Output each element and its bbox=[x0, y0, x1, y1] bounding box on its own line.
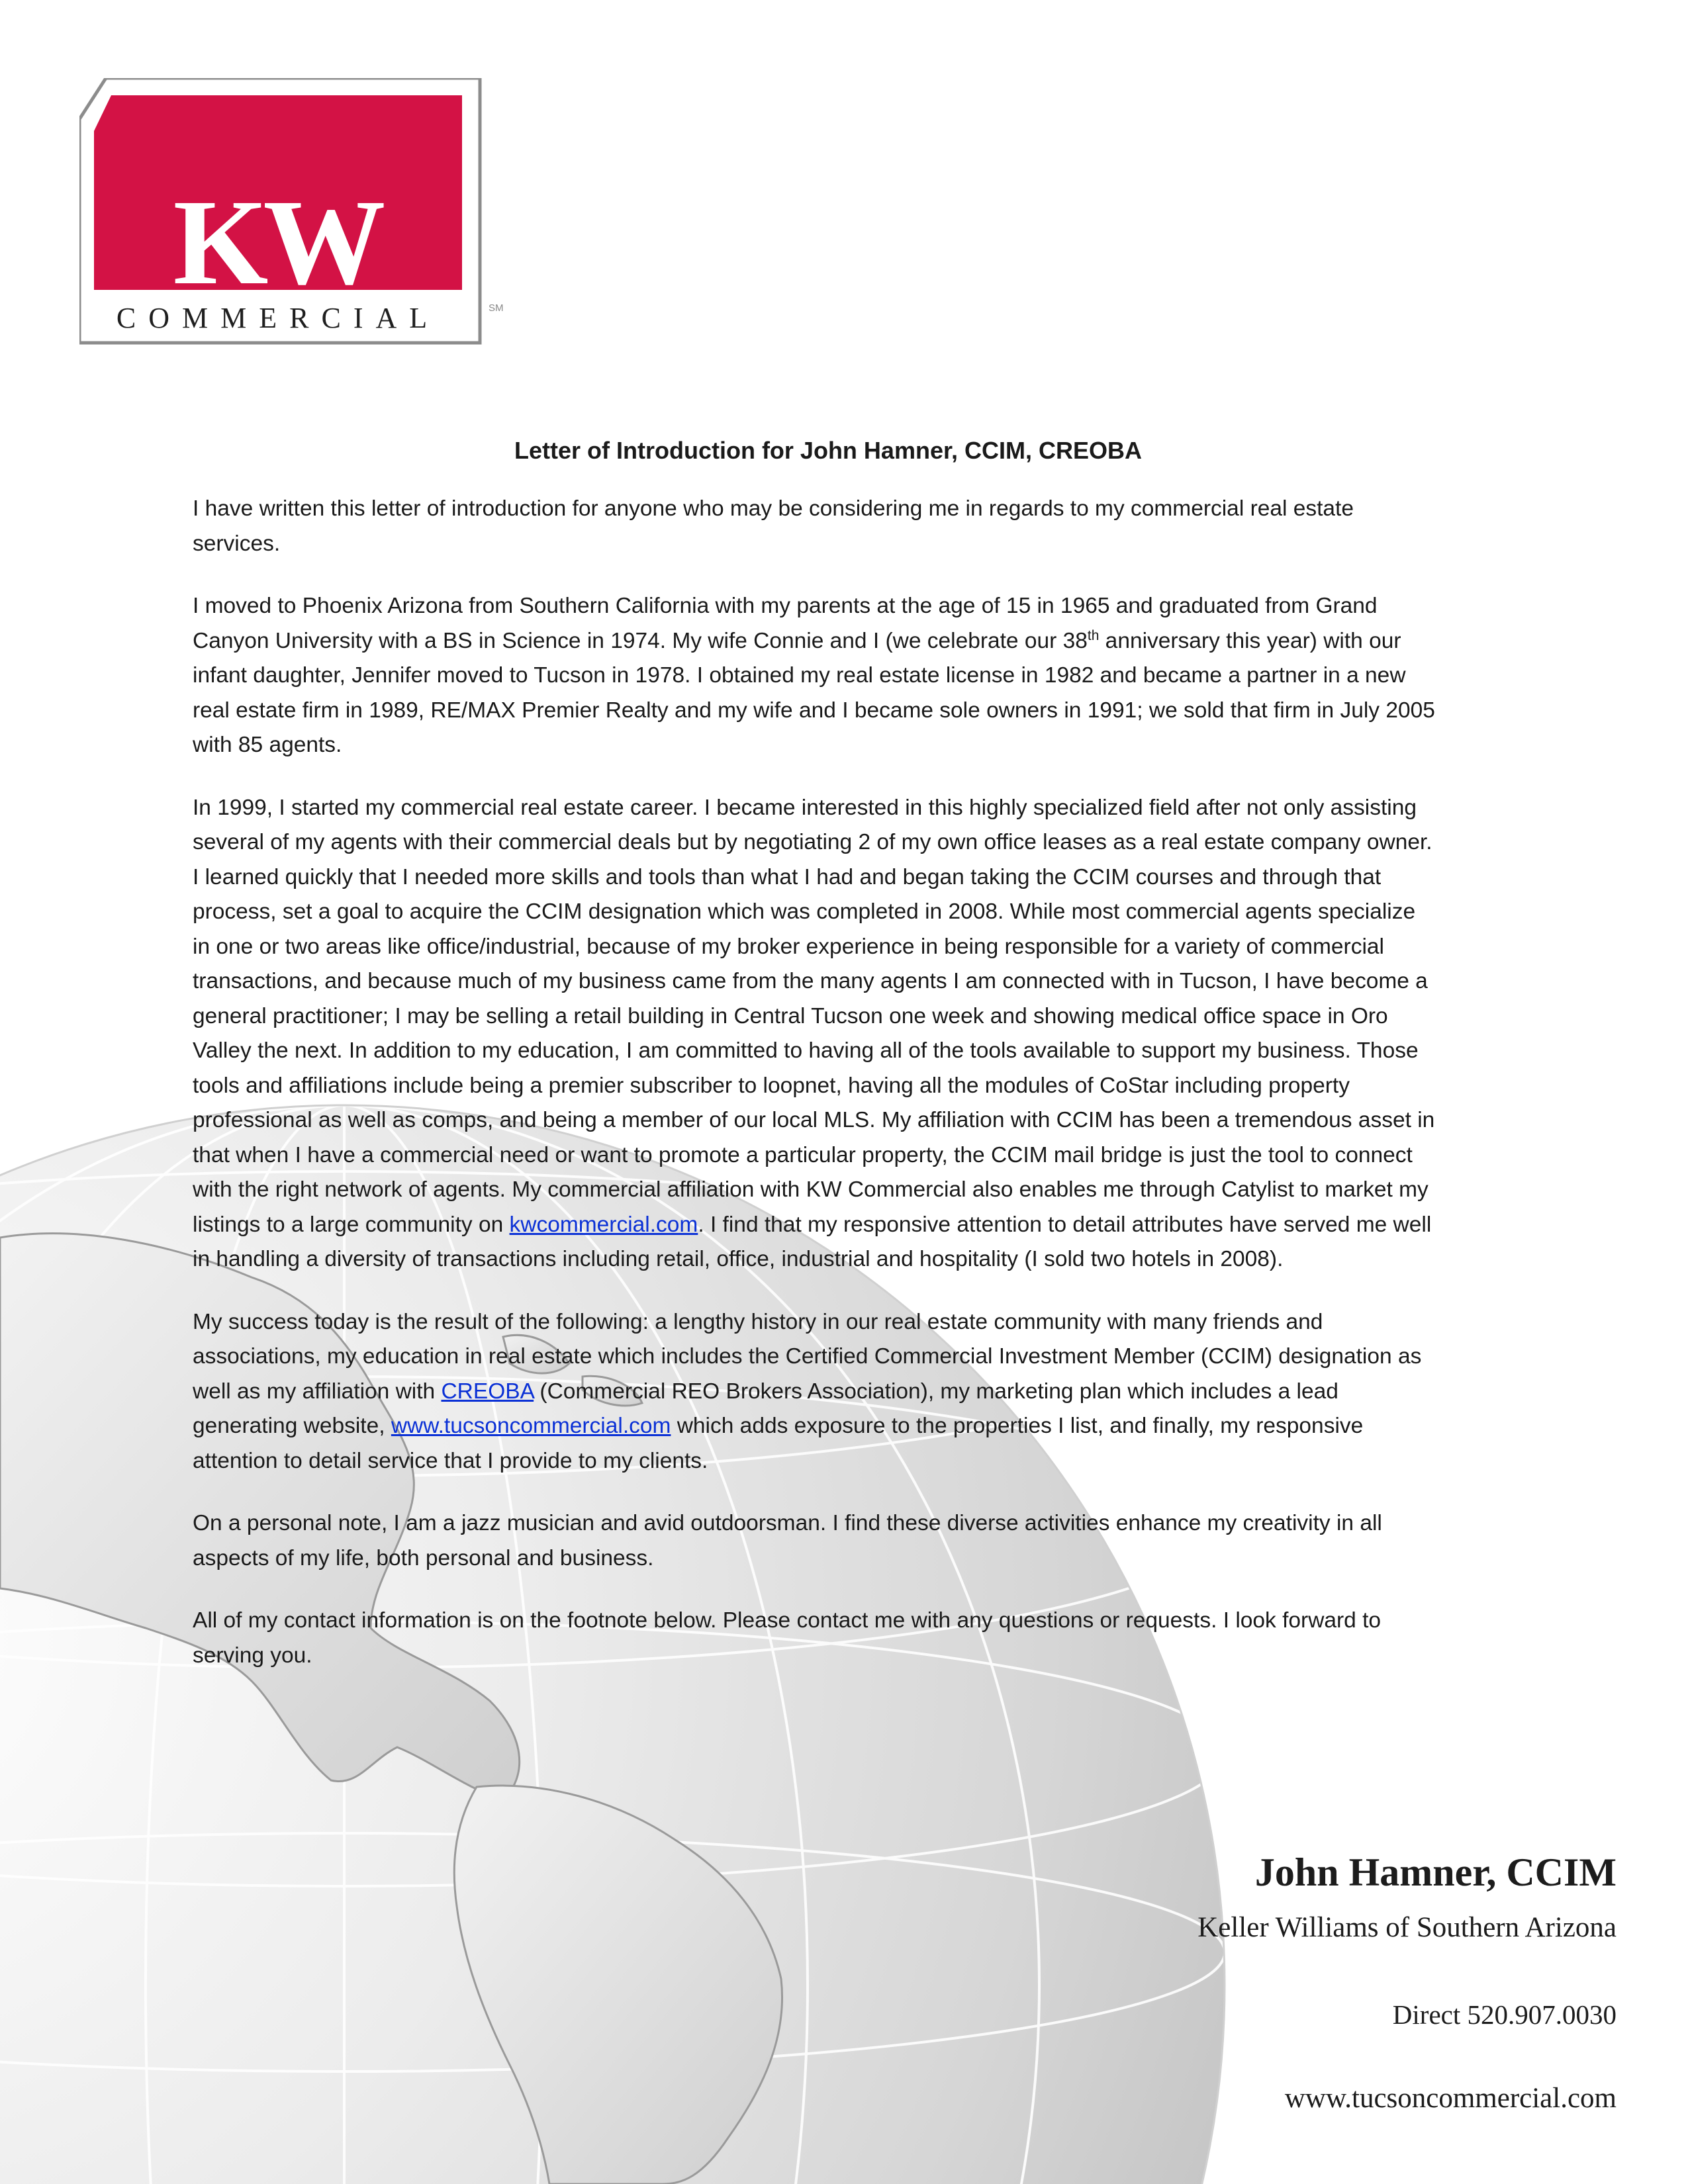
letter-body bbox=[193, 433, 1437, 1701]
logo-commercial-text: COMMERCIAL bbox=[116, 302, 440, 334]
paragraph-personal: On a personal note, I am a jazz musician and avid outdoorsman. I find these diverse activities enhance my creativity in all aspects of my life, both personal and business. bbox=[193, 1511, 1382, 1570]
paragraph-history: I moved to Phoenix Arizona from Southern California with my parents at the age of 15 in 1965 and graduated from Grand Canyon University with a BS in Science in 1974. My wife Connie and I (we celebrate our 38th anniversary this year) with our infant daughter, Jennifer moved to Tucson in 1978. I obtained my real estate license in 1982 and became a partner in a new real estate firm in 1989, RE/MAX Premier Realty and my wife and I became sole owners in 1991; we sold that firm in July 2005 with 85 agents. bbox=[193, 594, 1435, 757]
tucsoncommercial-link[interactable]: www.tucsoncommercial.com bbox=[391, 1414, 671, 1438]
creoba-link[interactable]: CREOBA bbox=[441, 1379, 534, 1404]
kwcommercial-link[interactable]: kwcommercial.com bbox=[509, 1212, 698, 1237]
kw-commercial-logo bbox=[79, 78, 510, 356]
letter-title: Letter of Introduction for John Hamner, CCIM, CREOBA bbox=[514, 437, 1142, 464]
paragraph-success: My success today is the result of the following: a lengthy history in our real estate community with many friends and associations, my education in real estate which includes the Certified Commercial Investment Member (CCIM) designation as well as my affiliation with CREOBA (Commercial REO Brokers Association), my marketing plan which includes a lead generating website, www.tucsoncommercial.com which adds exposure to the properties I list, and finally, my responsive attention to detail service that I provide to my clients. bbox=[193, 1309, 1422, 1473]
ordinal-suffix: th bbox=[1087, 627, 1100, 643]
paragraph-closing: All of my contact information is on the footnote below. Please contact me with any questions or requests. I look forward to serving you. bbox=[193, 1608, 1382, 1668]
logo-kw-text: KW bbox=[173, 175, 381, 310]
signature-phone: Direct 520.907.0030 bbox=[1392, 1999, 1617, 2030]
signature-website: www.tucsoncommercial.com bbox=[1284, 2083, 1617, 2114]
logo-service-mark: SM bbox=[489, 302, 504, 314]
signature-office: Keller Williams of Southern Arizona bbox=[1197, 1912, 1617, 1943]
paragraph-intro: I have written this letter of introduction for anyone who may be considering me in regards to my commercial real estate services. bbox=[193, 496, 1354, 556]
signature-name: John Hamner, CCIM bbox=[1254, 1850, 1617, 1894]
paragraph-career: In 1999, I started my commercial real estate career. I became interested in this highly specialized field after not only assisting several of my agents with their commercial deals but by negotiating 2 of my own office leases as a real estate company owner. I learned quickly that I needed more skills and tools than what I had and began taking the CCIM courses and through that process, set a goal to acquire the CCIM designation which was completed in 2008. While most commercial agents specialize in one or two areas like office/industrial, because of my broker experience in being responsible for a variety of commercial transactions, and because much of my business came from the many agents I am connected with in Tucson, I have become a general practitioner; I may be selling a retail building in Central Tucson one week and showing medical office space in Oro Valley the next. In addition to my education, I am committed to having all of the tools available to support my business. Those tools and affiliations include being a premier subscriber to loopnet, having all the modules of CoStar including property professional as well as comps, and being a member of our local MLS. My affiliation with CCIM has been a tremendous asset in that when I have a commercial need or want to promote a particular property, the CCIM mail bridge is just the tool to connect with the right network of agents. My commercial affiliation with KW Commercial also enables me through Catylist to market my listings to a large community on kwcommercial.com. I find that my responsive attention to detail attributes have served me well in handling a diversity of transactions including retail, office, industrial and hospitality (I sold two hotels in 2008). bbox=[193, 795, 1435, 1271]
